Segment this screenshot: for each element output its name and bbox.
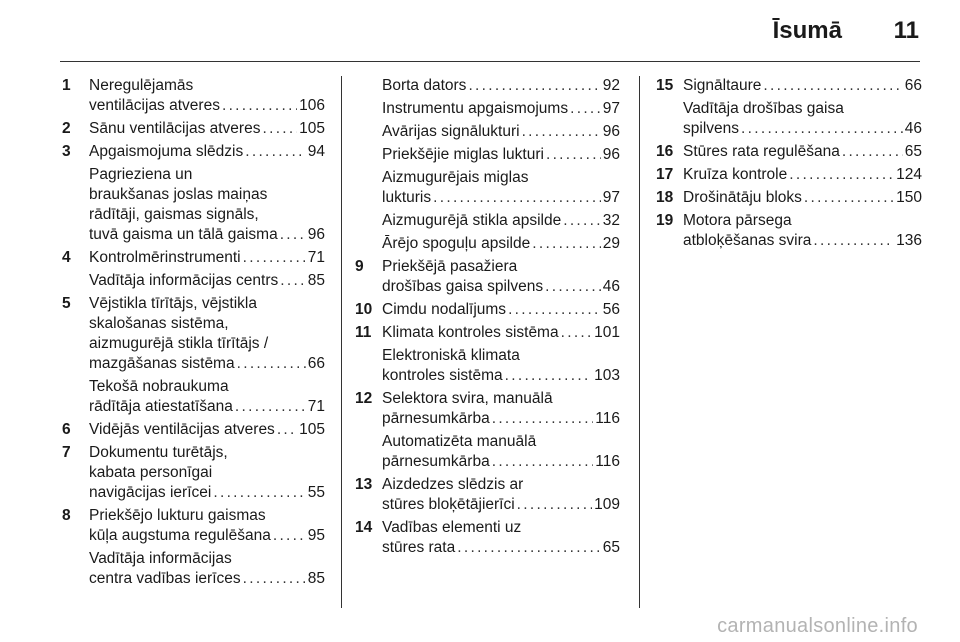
dot-leader: [842, 142, 903, 162]
entry-line: Selektora svira, manuālā: [382, 390, 553, 407]
dot-leader: [280, 225, 306, 245]
entry-label: Kruīza kontrole: [683, 166, 788, 183]
dot-leader: [813, 231, 894, 251]
entry-number: 17: [656, 166, 674, 183]
entry-text: [683, 188, 922, 208]
entry-number: [62, 377, 89, 417]
entry-number: [355, 99, 382, 119]
entry-number: [355, 432, 382, 472]
entry-label: Sānu ventilācijas atveres: [89, 120, 261, 137]
entry-line: kabata personīgai: [89, 464, 213, 481]
entry-text: [382, 257, 620, 297]
entry-line: rādītāji, gaismas signāls,: [89, 206, 259, 223]
index-entry: [62, 248, 325, 268]
page-reference: 136: [896, 232, 922, 249]
entry-line: skalošanas sistēma,: [89, 315, 229, 332]
entry-label: lukturis: [382, 189, 432, 206]
entry-label: Apgaismojuma slēdzis: [89, 143, 244, 160]
entry-line: Vadītāja informācijas: [89, 550, 232, 567]
entry-line: Priekšējā pasažiera: [382, 258, 518, 275]
entry-text: [89, 165, 325, 245]
entry-label: Cimdu nodalījums: [382, 301, 507, 318]
dot-leader: [235, 397, 306, 417]
page-reference: 65: [904, 143, 922, 160]
index-entry: [355, 346, 620, 386]
entry-label: ventilācijas atveres: [89, 97, 220, 114]
entry-text: [89, 443, 325, 503]
entry-label: Kontrolmērinstrumenti: [89, 249, 241, 266]
entry-line: braukšanas joslas maiņas: [89, 186, 268, 203]
entry-line-with-page: [382, 409, 620, 429]
dot-leader: [492, 409, 594, 429]
entry-number: 10: [355, 301, 373, 318]
entry-label: Avārijas signālukturi: [382, 123, 520, 140]
entry-label: rādītāja atiestatīšana: [89, 398, 233, 415]
index-entry: [355, 211, 620, 231]
entry-text: [382, 432, 620, 472]
entry-line-with-page: [89, 142, 325, 162]
column-divider: [639, 76, 640, 608]
entry-line: Aizmugurējais miglas: [382, 169, 529, 186]
entry-label: navigācijas ierīcei: [89, 484, 212, 501]
entry-number: 9: [355, 258, 364, 275]
entry-number: 19: [656, 212, 674, 229]
entry-number: [355, 76, 382, 96]
index-entry: [355, 257, 620, 297]
entry-text: [89, 142, 325, 162]
entry-line: Vējstikla tīrītājs, vējstikla: [89, 295, 257, 312]
entry-line: Vadības elementi uz: [382, 519, 522, 536]
entry-label: pārnesumkārba: [382, 410, 490, 427]
entry-label: Stūres rata regulēšana: [683, 143, 840, 160]
dot-leader: [741, 119, 903, 139]
entry-line-with-page: [683, 231, 922, 251]
dot-leader: [561, 323, 593, 343]
entry-text: [382, 234, 620, 254]
entry-number: 7: [62, 444, 71, 461]
entry-text: [89, 377, 325, 417]
page-reference: 101: [594, 324, 620, 341]
entry-label: Drošinātāju bloks: [683, 189, 802, 206]
entry-label: stūres rata: [382, 539, 456, 556]
page-reference: 71: [307, 249, 325, 266]
entry-text: [683, 99, 922, 139]
entry-line: Tekošā nobraukuma: [89, 378, 229, 395]
entry-text: [382, 99, 620, 119]
entry-text: [382, 211, 620, 231]
entry-number: 1: [62, 77, 71, 94]
entry-line-with-page: [382, 277, 620, 297]
dot-leader: [789, 165, 894, 185]
entry-line-with-page: [382, 538, 620, 558]
entry-line-with-page: [89, 483, 325, 503]
page-reference: 94: [307, 143, 325, 160]
entry-label: Borta dators: [382, 77, 467, 94]
index-entry: [355, 475, 620, 515]
entry-text: [382, 475, 620, 515]
page-reference: 124: [896, 166, 922, 183]
entry-text: [382, 145, 620, 165]
entry-label: Instrumentu apgaismojums: [382, 100, 569, 117]
index-entry: [656, 76, 922, 96]
entry-line-with-page: [382, 495, 620, 515]
page-reference: 96: [307, 226, 325, 243]
entry-number: [355, 122, 382, 142]
entry-label: Vidējās ventilācijas atveres: [89, 421, 275, 438]
page-reference: 46: [602, 278, 620, 295]
page-reference: 106: [299, 97, 325, 114]
entry-line-with-page: [683, 188, 922, 208]
entry-number: 15: [656, 77, 674, 94]
entry-number: [355, 211, 382, 231]
page-title: Īsumā: [772, 17, 842, 44]
entry-text: [382, 346, 620, 386]
index-entry: [656, 142, 922, 162]
entry-label: spilvens: [683, 120, 739, 137]
entry-number: [355, 168, 382, 208]
entry-line: Automatizēta manuālā: [382, 433, 537, 450]
entry-label: pārnesumkārba: [382, 453, 490, 470]
entry-label: Signāltaure: [683, 77, 762, 94]
entry-label: Vadītāja informācijas centrs: [89, 272, 279, 289]
column-divider: [341, 76, 342, 608]
dot-leader: [545, 277, 601, 297]
entry-label: Ārējo spoguļu apsilde: [382, 235, 531, 252]
page-reference: 150: [896, 189, 922, 206]
entry-text: [382, 323, 620, 343]
page-reference: 109: [594, 496, 620, 513]
entry-text: [382, 168, 620, 208]
entry-label: tuvā gaisma un tālā gaisma: [89, 226, 278, 243]
entry-line-with-page: [382, 145, 620, 165]
entry-line: Dokumentu turētājs,: [89, 444, 228, 461]
page-reference: 96: [602, 146, 620, 163]
entry-text: [89, 248, 325, 268]
entry-label: Klimata kontroles sistēma: [382, 324, 559, 341]
entry-number: 8: [62, 507, 71, 524]
dot-leader: [245, 142, 306, 162]
index-entry: [62, 119, 325, 139]
dot-leader: [468, 76, 600, 96]
page-reference: 71: [307, 398, 325, 415]
entry-line-with-page: [382, 76, 620, 96]
page-reference: 85: [307, 570, 325, 587]
entry-number: 2: [62, 120, 71, 137]
entry-text: [89, 271, 325, 291]
entry-label: mazgāšanas sistēma: [89, 355, 235, 372]
index-entry: [355, 122, 620, 142]
entry-label: stūres bloķētājierīci: [382, 496, 515, 513]
entry-number: 11: [355, 324, 372, 341]
index-entry: [62, 549, 325, 589]
entry-line-with-page: [382, 188, 620, 208]
entry-line-with-page: [89, 526, 325, 546]
entry-line-with-page: [89, 420, 325, 440]
entry-text: [382, 518, 620, 558]
entry-text: [89, 76, 325, 116]
entry-label: Priekšējie miglas lukturi: [382, 146, 544, 163]
index-entry: [355, 145, 620, 165]
entry-text: [89, 549, 325, 589]
entry-text: [683, 76, 922, 96]
entry-line-with-page: [382, 122, 620, 142]
page-reference: 29: [602, 235, 620, 252]
index-entry: [62, 294, 325, 374]
entry-number: 12: [355, 390, 373, 407]
entry-line-with-page: [683, 142, 922, 162]
index-entry: [62, 76, 325, 116]
entry-number: 18: [656, 189, 674, 206]
entry-line-with-page: [89, 354, 325, 374]
index-entry: [62, 420, 325, 440]
watermark: carmanualsonline.info: [717, 615, 918, 637]
index-entry: [656, 188, 922, 208]
dot-leader: [243, 248, 306, 268]
page-header: [0, 0, 960, 58]
dot-leader: [505, 366, 593, 386]
entry-label: kūļa augstuma regulēšana: [89, 527, 271, 544]
entry-line-with-page: [382, 211, 620, 231]
entry-number: [62, 549, 89, 589]
entry-line-with-page: [382, 99, 620, 119]
page-reference: 92: [602, 77, 620, 94]
index-entry: [62, 506, 325, 546]
index-entry: [656, 99, 922, 139]
index-entry: [656, 165, 922, 185]
page-reference: 96: [602, 123, 620, 140]
entry-label: Aizmugurējā stikla apsilde: [382, 212, 562, 229]
entry-label: centra vadības ierīces: [89, 570, 241, 587]
entry-line-with-page: [683, 76, 922, 96]
entry-text: [683, 211, 922, 251]
page-reference: 66: [904, 77, 922, 94]
page-reference: 97: [602, 100, 620, 117]
dot-leader: [522, 122, 601, 142]
index-entry: [355, 432, 620, 472]
entry-number: [62, 165, 89, 245]
dot-leader: [492, 452, 594, 472]
entry-line: Motora pārsega: [683, 212, 792, 229]
entry-number: 4: [62, 249, 71, 266]
dot-leader: [457, 538, 601, 558]
index-entry: [62, 377, 325, 417]
entry-label: drošības gaisa spilvens: [382, 278, 544, 295]
entry-line-with-page: [89, 119, 325, 139]
dot-leader: [508, 300, 601, 320]
header-divider: [60, 61, 920, 62]
index-entry: [355, 323, 620, 343]
entry-line: Vadītāja drošības gaisa: [683, 100, 844, 117]
page-reference: 55: [307, 484, 325, 501]
entry-number: 14: [355, 519, 373, 536]
entry-number: 13: [355, 476, 373, 493]
entry-number: 6: [62, 421, 71, 438]
index-entry: [656, 211, 922, 251]
page-reference: 95: [307, 527, 325, 544]
entry-number: [355, 234, 382, 254]
dot-leader: [222, 96, 297, 116]
entry-line-with-page: [89, 397, 325, 417]
index-entry: [62, 443, 325, 503]
index-column-1: [62, 76, 325, 589]
entry-number: [62, 271, 89, 291]
entry-text: [382, 300, 620, 320]
index-entry: [355, 76, 620, 96]
index-entry: [355, 168, 620, 208]
index-entry: [62, 165, 325, 245]
entry-label: atbloķēšanas svira: [683, 232, 812, 249]
page-reference: 32: [602, 212, 620, 229]
entry-line: Elektroniskā klimata: [382, 347, 520, 364]
page-number: 11: [893, 17, 919, 44]
entry-number: [355, 346, 382, 386]
entry-line-with-page: [683, 165, 922, 185]
page-reference: 116: [595, 453, 620, 470]
entry-line-with-page: [89, 569, 325, 589]
index-entry: [62, 142, 325, 162]
index-entry: [355, 389, 620, 429]
entry-line-with-page: [382, 323, 620, 343]
dot-leader: [517, 495, 592, 515]
dot-leader: [273, 526, 306, 546]
page-reference: 105: [299, 421, 325, 438]
entry-number: [656, 99, 683, 139]
dot-leader: [280, 271, 306, 291]
page-reference: 65: [602, 539, 620, 556]
entry-label: kontroles sistēma: [382, 367, 503, 384]
index-entry: [355, 300, 620, 320]
page-reference: 66: [307, 355, 325, 372]
dot-leader: [570, 99, 601, 119]
dot-leader: [804, 188, 894, 208]
entry-text: [683, 142, 922, 162]
entry-line-with-page: [89, 248, 325, 268]
index-entry: [355, 234, 620, 254]
dot-leader: [262, 119, 297, 139]
entry-text: [382, 76, 620, 96]
index-entry: [355, 99, 620, 119]
entry-line-with-page: [382, 366, 620, 386]
entry-line: Priekšējo lukturu gaismas: [89, 507, 266, 524]
dot-leader: [213, 483, 305, 503]
page-reference: 56: [602, 301, 620, 318]
entry-line-with-page: [683, 119, 922, 139]
page-reference: 105: [299, 120, 325, 137]
index-column-2: [355, 76, 620, 558]
entry-text: [89, 119, 325, 139]
entry-line-with-page: [89, 96, 325, 116]
entry-line-with-page: [89, 271, 325, 291]
entry-number: 5: [62, 295, 71, 312]
entry-text: [683, 165, 922, 185]
entry-line: Aizdedzes slēdzis ar: [382, 476, 524, 493]
entry-line: Neregulējamās: [89, 77, 194, 94]
page-reference: 85: [307, 272, 325, 289]
entry-line-with-page: [382, 300, 620, 320]
entry-text: [89, 420, 325, 440]
entry-line-with-page: [89, 225, 325, 245]
entry-line: aizmugurējā stikla tīrītājs /: [89, 335, 269, 352]
dot-leader: [532, 234, 601, 254]
page-reference: 103: [594, 367, 620, 384]
page-reference: 116: [595, 410, 620, 427]
dot-leader: [546, 145, 601, 165]
dot-leader: [433, 188, 601, 208]
entry-line-with-page: [382, 452, 620, 472]
page-reference: 97: [602, 189, 620, 206]
dot-leader: [277, 420, 297, 440]
index-entry: [355, 518, 620, 558]
entry-number: 3: [62, 143, 71, 160]
entry-number: [355, 145, 382, 165]
entry-text: [89, 294, 325, 374]
entry-number: 16: [656, 143, 674, 160]
dot-leader: [763, 76, 902, 96]
index-entry: [62, 271, 325, 291]
dot-leader: [563, 211, 601, 231]
entry-line-with-page: [382, 234, 620, 254]
entry-line: Pagrieziena un: [89, 166, 193, 183]
page-reference: 46: [904, 120, 922, 137]
entry-text: [382, 122, 620, 142]
entry-text: [382, 389, 620, 429]
dot-leader: [237, 354, 306, 374]
entry-text: [89, 506, 325, 546]
dot-leader: [243, 569, 306, 589]
index-column-3: [656, 76, 922, 251]
